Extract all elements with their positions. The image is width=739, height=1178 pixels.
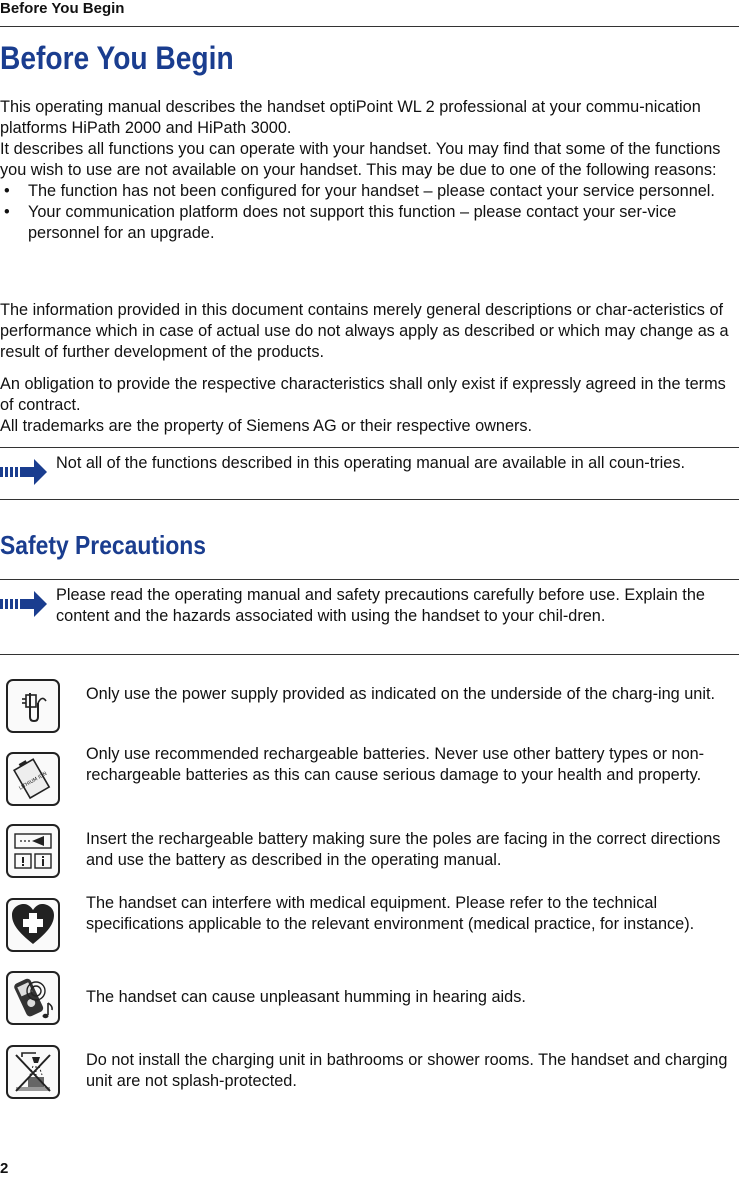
trademark-paragraph: All trademarks are the property of Siemens AG or their respective owners. <box>0 417 533 435</box>
battery-label: LITHIUM ION <box>18 770 49 792</box>
reasons-list <box>0 181 739 244</box>
note-box-read-manual <box>0 579 739 655</box>
list-item-text: The function has not been configured for your handset – please contact your service personnel. <box>28 182 715 200</box>
safety-text: The handset can cause unpleasant humming in hearing aids. <box>86 988 526 1006</box>
note-text: Not all of the functions described in this operating manual are available in all coun-tries. <box>56 454 685 472</box>
note-arrow-icon <box>0 458 48 486</box>
intro-paragraph: This operating manual describes the handset optiPoint WL 2 professional at your commu-nication platforms HiPath 2000 and HiPath 3000. <box>0 98 701 137</box>
obligation-section <box>0 374 739 437</box>
intro-section <box>0 97 739 244</box>
note-arrow-icon <box>0 590 48 618</box>
bullet-icon: • <box>4 182 10 200</box>
safety-text: The handset can interfere with medical equipment. Please refer to the technical specifications applicable to the relevant environment (medical practice, for instance). <box>86 894 695 933</box>
battery-icon <box>6 752 60 806</box>
note-text: Please read the operating manual and safety precautions carefully before use. Explain the content and the hazards associated with using the handset to your chil-dren. <box>56 586 705 625</box>
medical-heart-icon <box>6 898 60 952</box>
hearing-aid-icon <box>6 971 60 1025</box>
safety-text: Only use the power supply provided as indicated on the underside of the charg-ing unit. <box>86 685 716 703</box>
note-box-countries <box>0 447 739 500</box>
list-item-text: Your communication platform does not support this function – please contact your ser-vice personnel for an upgrade. <box>28 203 677 242</box>
functions-paragraph: It describes all functions you can operate with your handset. You may find that some of the functions you wish to use are not available on your handset. This may be due to one of the following reasons: <box>0 140 721 179</box>
no-shower-icon <box>6 1045 60 1099</box>
battery-polarity-icon <box>6 824 60 878</box>
obligation-paragraph: An obligation to provide the respective characteristics shall only exist if expressly agreed in the terms of contract. <box>0 375 726 414</box>
bullet-icon: • <box>4 203 10 221</box>
section-title-safety: Safety Precautions <box>0 530 207 560</box>
running-header: Before You Begin <box>0 0 739 27</box>
page-title: Before You Begin <box>0 40 234 76</box>
list-item <box>0 202 739 244</box>
disclaimer-paragraph: The information provided in this document contains merely general descriptions or char-acteristics of performance which in case of actual use do not always apply as described or which may change as a result of further development of the products. <box>0 301 729 361</box>
list-item <box>0 181 739 202</box>
page-number: 2 <box>0 1160 9 1177</box>
power-plug-icon <box>6 679 60 733</box>
safety-text: Do not install the charging unit in bathrooms or shower rooms. The handset and charging unit are not splash-protected. <box>86 1051 728 1090</box>
safety-text: Insert the rechargeable battery making sure the poles are facing in the correct directions and use the battery as described in the operating manual. <box>86 830 721 869</box>
safety-text: Only use recommended rechargeable batteries. Never use other battery types or non-rechargeable batteries as this can cause serious damage to your health and property. <box>86 745 705 784</box>
disclaimer-section <box>0 300 739 363</box>
